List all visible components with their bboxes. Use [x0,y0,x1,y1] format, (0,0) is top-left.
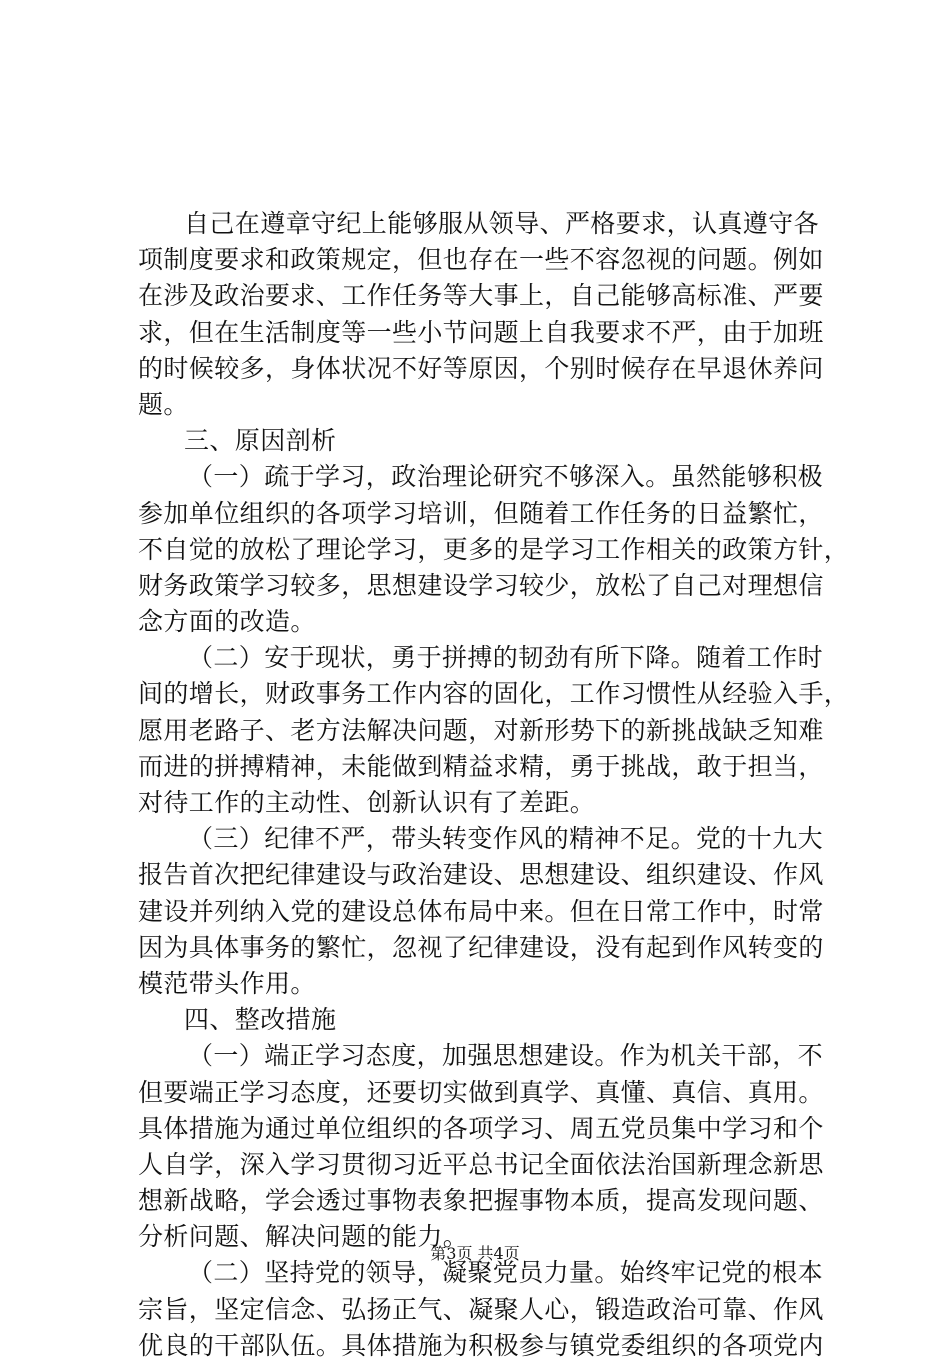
paragraph-line: （三）纪律不严，带头转变作风的精神不足。党的十九大 [188,824,824,854]
paragraph-line: 而进的拼搏精神，未能做到精益求精，勇于挑战，敢于担当， [138,751,824,781]
paragraph-line: 但要端正学习态度，还要切实做到真学、真懂、真信、真用。 [138,1077,824,1107]
paragraph-line: 求，但在生活制度等一些小节问题上自我要求不严，由于加班 [138,317,824,347]
paragraph-line: 人自学，深入学习贯彻习近平总书记全面依法治国新理念新思 [138,1149,824,1179]
paragraph-line: 宗旨，坚定信念、弘扬正气、凝聚人心，锻造政治可靠、作风 [138,1294,824,1324]
paragraph-line: 因为具体事务的繁忙，忽视了纪律建设，没有起到作风转变的 [138,932,824,962]
paragraph-line: 愿用老路子、老方法解决问题，对新形势下的新挑战缺乏知难 [138,715,824,745]
paragraph-line: （一）端正学习态度，加强思想建设。作为机关干部，不 [188,1041,824,1071]
paragraph-line: 不自觉的放松了理论学习，更多的是学习工作相关的政策方针， [138,534,850,564]
paragraph-line: 建设并列纳入党的建设总体布局中来。但在日常工作中，时常 [138,896,824,926]
paragraph-line: （二）安于现状，勇于拼搏的韧劲有所下降。随着工作时 [188,643,824,673]
section-heading: 四、整改措施 [184,1005,337,1035]
paragraph-line: 报告首次把纪律建设与政治建设、思想建设、组织建设、作风 [138,860,824,890]
paragraph-line: 参加单位组织的各项学习培训，但随着工作任务的日益繁忙， [138,498,824,528]
page-number-footer: 第3页 共4页 [430,1244,520,1263]
paragraph-line: 的时候较多，身体状况不好等原因，个别时候存在早退休养问 [138,353,824,383]
document-body [138,206,850,1364]
paragraph-line: 分析问题、解决问题的能力。 [138,1222,469,1252]
paragraph-line: 在涉及政治要求、工作任务等大事上，自己能够高标准、严要 [138,281,824,311]
paragraph-line: （一）疏于学习，政治理论研究不够深入。虽然能够积极 [188,462,824,492]
paragraph-line: 财务政策学习较多，思想建设学习较少，放松了自己对理想信 [138,570,824,600]
paragraph-line: 具体措施为通过单位组织的各项学习、周五党员集中学习和个 [138,1113,824,1143]
paragraph-line: （二）坚持党的领导，凝聚党员力量。始终牢记党的根本 [188,1258,824,1288]
paragraph-line: 题。 [138,389,189,419]
paragraph-line: 间的增长，财政事务工作内容的固化，工作习惯性从经验入手， [138,679,850,709]
paragraph-line: 优良的干部队伍。具体措施为积极参与镇党委组织的各项党内 [138,1330,824,1360]
paragraph-line: 自己在遵章守纪上能够服从领导、严格要求，认真遵守各 [184,209,820,238]
paragraph-line: 念方面的改造。 [138,607,316,637]
paragraph-line: 项制度要求和政策规定，但也存在一些不容忽视的问题。例如 [138,245,824,275]
section-heading: 三、原因剖析 [184,426,337,456]
paragraph-line: 对待工作的主动性、创新认识有了差距。 [138,788,596,817]
paragraph-line: 想新战略，学会透过事物表象把握事物本质，提高发现问题、 [138,1186,824,1216]
paragraph-line: 模范带头作用。 [138,968,316,998]
